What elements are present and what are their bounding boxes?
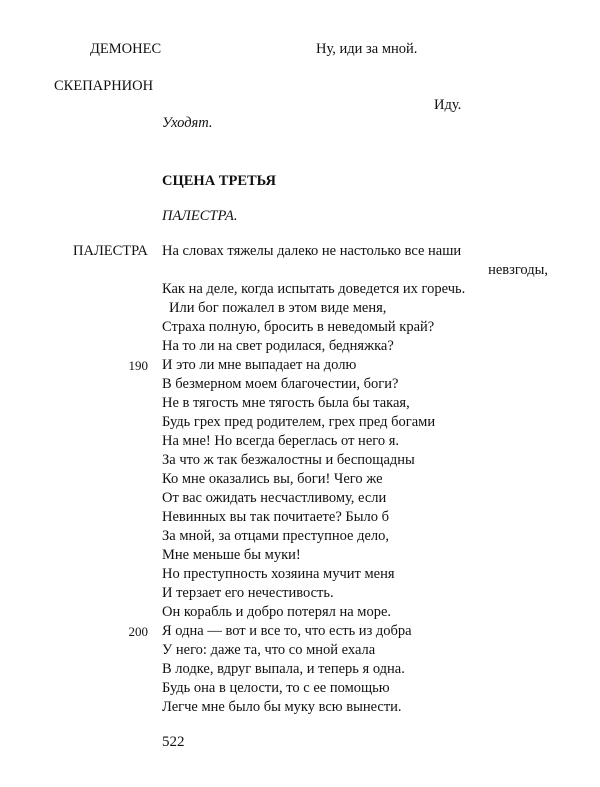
verse-line [162, 413, 548, 432]
line-number: 200 [128, 624, 148, 639]
verse-line [162, 546, 548, 565]
verse-line [128, 356, 548, 375]
verse-line [162, 261, 548, 280]
verse-text: За что ж так безжалостны и беспощадны [162, 452, 415, 468]
verse-line [162, 375, 548, 394]
verse-line [162, 584, 548, 603]
page-number: 522 [162, 734, 185, 750]
speaker-palestra: ПАЛЕСТРА [73, 243, 148, 259]
verse-text: невзгоды, [488, 262, 548, 278]
scene-character-list: ПАЛЕСТРА. [162, 208, 238, 224]
scene-title: СЦЕНА ТРЕТЬЯ [162, 173, 276, 189]
verse-line [162, 451, 548, 470]
verse-text: Не в тягость мне тягость была бы такая, [162, 395, 410, 411]
verse-line [162, 432, 548, 451]
verse-text: И терзает его нечестивость. [162, 585, 334, 601]
verse-line [162, 318, 548, 337]
verse-line [162, 698, 548, 717]
line-number: 190 [128, 358, 148, 373]
verse-text: На мне! Но всегда береглась от него я. [162, 433, 400, 449]
verse-line [162, 527, 548, 546]
verse-line [162, 679, 548, 698]
verse-text: За мной, за отцами преступное дело, [162, 528, 390, 544]
verse-text: На то ли на свет родилася, бедняжка? [162, 338, 394, 354]
dialogue-line-demones: Ну, иди за мной. [316, 41, 418, 57]
verse-text: От вас ожидать несчастливому, если [162, 490, 387, 506]
verse-text: Или бог пожалел в этом виде меня, [169, 300, 387, 316]
dialogue-lines [128, 242, 548, 717]
verse-text: Легче мне было бы муку всю вынести. [162, 699, 402, 715]
speaker-demones: ДЕМОНЕС [90, 41, 162, 57]
verse-line [162, 660, 548, 679]
verse-text: И это ли мне выпадает на долю [162, 357, 357, 373]
verse-text: Ко мне оказались вы, боги! Чего же [162, 471, 383, 487]
verse-line [162, 489, 548, 508]
verse-text: Невинных вы так почитаете? Было б [162, 509, 389, 525]
dialogue-line-skeparnion: Иду. [434, 97, 462, 113]
verse-text: В безмерном моем благочестии, боги? [162, 376, 399, 392]
verse-line [128, 622, 548, 641]
verse-text: Будь грех пред родителем, грех пред богами [162, 414, 436, 430]
verse-line [162, 242, 548, 261]
verse-line [162, 641, 548, 660]
verse-line [162, 337, 548, 356]
verse-line [162, 508, 548, 527]
verse-text: Он корабль и добро потерял на море. [162, 604, 392, 620]
verse-line [162, 394, 548, 413]
verse-line [162, 280, 548, 299]
speaker-skeparnion: СКЕПАРНИОН [54, 78, 154, 94]
verse-text: В лодке, вдруг выпала, и теперь я одна. [162, 661, 405, 677]
verse-text: Мне меньше бы муки! [162, 547, 301, 563]
verse-line [162, 603, 548, 622]
verse-text: Как на деле, когда испытать доведется их горечь. [162, 281, 466, 297]
verse-line [162, 565, 548, 584]
verse-text: Будь она в целости, то с ее помощью [162, 680, 390, 696]
verse-text: На словах тяжелы далеко не настолько все наши [162, 243, 462, 259]
verse-text: Я одна — вот и все то, что есть из добра [162, 623, 412, 639]
verse-line [162, 470, 548, 489]
verse-text: Страха полную, бросить в неведомый край? [162, 319, 435, 335]
verse-line [162, 299, 548, 318]
stage-direction: Уходят. [162, 115, 213, 131]
verse-text: У него: даже та, что со мной ехала [162, 642, 376, 658]
verse-text: Но преступность хозяина мучит меня [162, 566, 395, 582]
